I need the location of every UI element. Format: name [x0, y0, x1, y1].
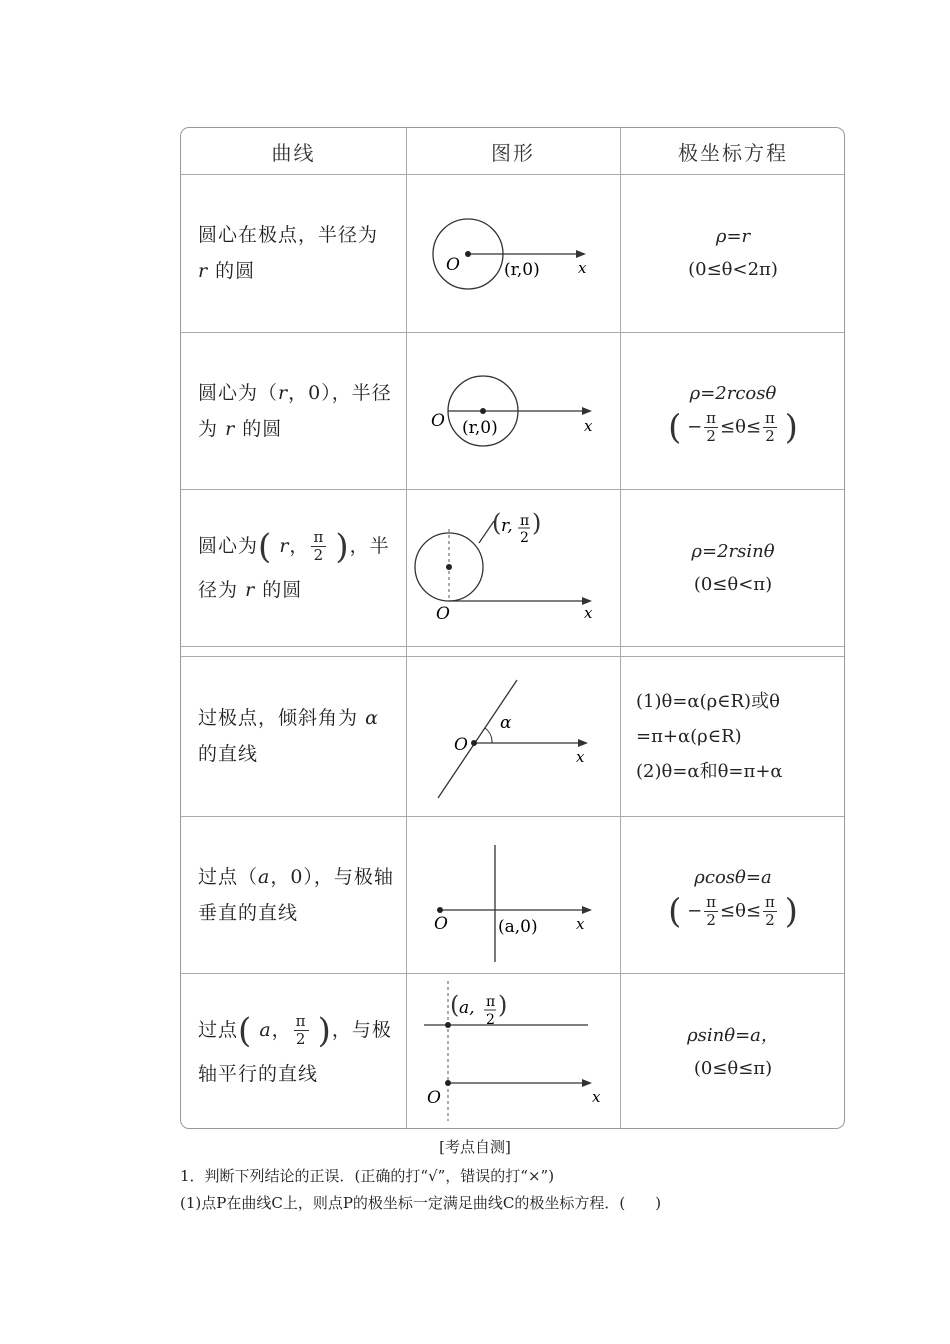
origin-label: O — [434, 914, 448, 934]
two-label: 2 — [520, 530, 529, 546]
circle-center-r-pi2-diagram — [406, 489, 620, 646]
row2-figure — [406, 332, 620, 489]
point-label: (a,0) — [498, 917, 538, 937]
point-label: (r,0) — [504, 260, 540, 280]
row2-curve: 圆心为（r，0），半径 为 r 的圆 — [198, 381, 392, 440]
origin-label: O — [454, 735, 468, 755]
row3-curve: 圆心为( r， $\frac{\pi}{2}$ )，半 径为 r 的圆 — [198, 526, 390, 601]
header-figure: 图形 — [491, 140, 535, 165]
parallel-line-diagram — [406, 973, 620, 1129]
row1-equation: ρ=r (0≤θ<2π) — [688, 226, 778, 280]
table-gap — [181, 646, 844, 656]
row4-equation: (1)θ=α(ρ∈R)或θ =π+α(ρ∈R) (2)θ=α和θ=π+α — [636, 690, 783, 782]
svg-text:): ) — [532, 509, 542, 537]
x-axis-label: x — [592, 1088, 601, 1106]
x-axis-label: x — [584, 417, 593, 435]
x-axis-label: x — [576, 748, 585, 766]
row5-curve: 过点（a，0），与极轴 垂直的直线 — [198, 865, 394, 924]
row2-equation: ρ=2rcosθ ( − $\frac{\pi}{2}$ ≤θ≤ $\frac{\pi}{2}$ ) — [668, 382, 798, 447]
origin-label: O — [446, 255, 460, 275]
svg-text:(: ( — [450, 991, 460, 1019]
x-axis-label: x — [576, 915, 585, 933]
x-axis-label: x — [584, 604, 593, 622]
circle-center-r0-diagram — [406, 332, 620, 489]
origin-label: O — [431, 411, 445, 431]
polar-equation-table — [180, 127, 845, 1129]
row6-figure — [406, 973, 620, 1129]
section-title: [考点自测] — [439, 1138, 511, 1156]
point-label: r, — [501, 516, 513, 536]
alpha-label: α — [500, 713, 512, 733]
point-label: (r,0) — [462, 418, 498, 438]
svg-text:(: ( — [492, 509, 502, 537]
row1-figure — [406, 174, 620, 332]
point-label: a, — [459, 998, 475, 1018]
header-curve: 曲线 — [271, 140, 316, 165]
origin-label: O — [427, 1088, 441, 1108]
line-through-pole-diagram — [406, 656, 620, 816]
row-divider — [181, 646, 844, 647]
question-1: 1．判断下列结论的正误．(正确的打“√”，错误的打“×”) — [180, 1167, 555, 1185]
row6-equation: ρsinθ=a， (0≤θ≤π) — [687, 1024, 779, 1079]
origin-label: O — [436, 604, 450, 624]
header-equation: 极坐标方程 — [678, 140, 788, 165]
circle-at-pole-diagram — [406, 174, 620, 332]
row1-curve: 圆心在极点，半径为 r 的圆 — [198, 224, 379, 282]
pi-label: π — [520, 513, 530, 529]
row4-curve: 过极点，倾斜角为 α 的直线 — [198, 707, 379, 765]
question-1-1: (1)点P在曲线C上，则点P的极坐标一定满足曲线C的极坐标方程．( ) — [180, 1194, 662, 1212]
row5-figure — [406, 816, 620, 973]
row6-curve: 过点( a， $\frac{\pi}{2}$ )，与极 轴平行的直线 — [198, 1010, 392, 1085]
row3-figure — [406, 489, 620, 646]
row4-figure — [406, 656, 620, 816]
vertical-line-diagram — [406, 816, 620, 973]
svg-text:): ) — [498, 991, 508, 1019]
row3-equation: ρ=2rsinθ (0≤θ<π) — [691, 540, 775, 595]
two-label: 2 — [486, 1012, 495, 1028]
row5-equation: ρcosθ=a ( − $\frac{\pi}{2}$ ≤θ≤ $\frac{\pi}{2}$ ) — [668, 866, 798, 931]
x-axis-label: x — [578, 259, 587, 277]
pi-label: π — [486, 994, 496, 1010]
